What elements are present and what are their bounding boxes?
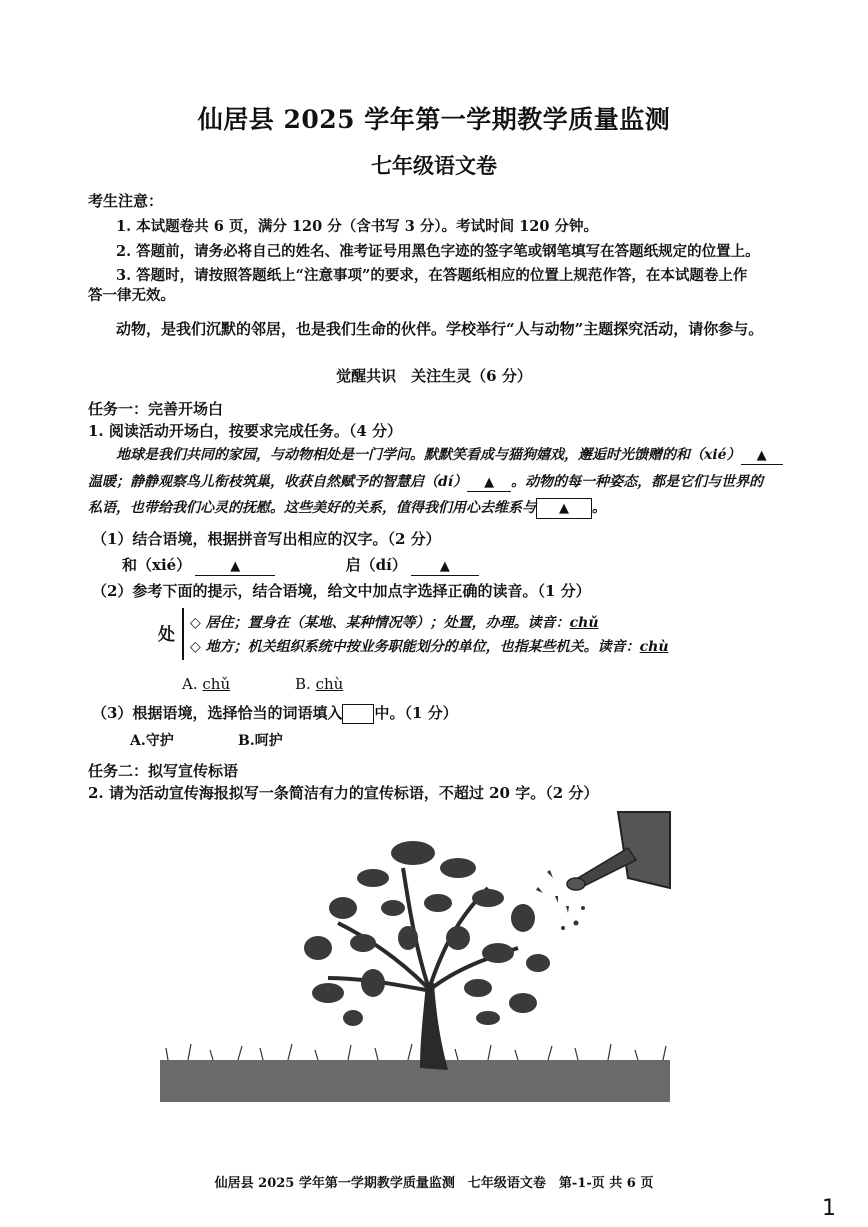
definition-bracket [182,608,184,660]
tree-of-animals-illustration [158,808,678,1108]
pinyin-answer-row: 和（xié） ▲ 启（dí） ▲ [122,554,479,576]
blank-di[interactable] [467,474,511,492]
question-2: 2. 请为活动宣传海报拟写一条简洁有力的宣传标语，不超过 20 字。（2 分） [88,784,599,802]
triangle-icon: ▲ [756,448,767,463]
notice-item-3-cont: 答一律无效。 [88,287,175,304]
sub-question-2: （2）参考下面的提示，结合语境，给文中加点字选择正确的读音。（1 分） [92,582,591,600]
task1-title: 任务一：完善开场白 [88,400,224,418]
passage-line-1: 地球是我们共同的家园，与动物相处是一门学问。默默笑看成与猫狗嬉戏，邂逅时光馈赠的和（xié） ▲ [116,444,783,465]
definition-1: ◇ 居住；置身在（某地、某种情况等）；处置，办理。读音：chǔ [190,615,599,631]
option-b[interactable]: B. chù [295,675,344,693]
watering-can-icon [567,812,670,890]
triangle-icon: ▲ [559,501,569,516]
tree-branches [328,868,518,990]
option-protect-b[interactable]: B.呵护 [238,733,283,749]
definition-2: ◇ 地方；机关组织系统中按业务职能划分的单位，也指某些机关。读音：chù [190,639,669,655]
notice-item-3: 3. 答题时，请按照答题纸上“注意事项”的要求，在答题纸相应的位置上规范作答，在本试题卷上作 [116,267,748,284]
intro-paragraph: 动物，是我们沉默的邻居，也是我们生命的伙伴。学校举行“人与动物”主题探究活动，请你参与。 [116,320,764,338]
triangle-icon: ▲ [439,559,450,574]
passage-line-3: 私语，也带给我们心灵的抚慰。这些美好的关系，值得我们用心去维系与 ▲ 。 [88,497,606,519]
exam-subtitle: 七年级语文卷 [371,153,497,178]
small-box-blank[interactable] [342,704,374,724]
grass-strip [160,1060,670,1102]
notice-heading: 考生注意： [88,192,164,210]
sub-question-1: （1）结合语境，根据拼音写出相应的汉字。（2 分） [92,530,441,548]
sub-question-3: （3）根据语境，选择恰当的词语填入 中。（1 分） [92,704,458,722]
notice-item-2: 2. 答题前，请务必将自己的姓名、准考证号用黑色字迹的签字笔或钢笔填写在答题纸规定的位置上。 [116,243,760,260]
blank-xie[interactable] [741,447,783,465]
page-number: 1 [822,1196,836,1221]
answer-blank-di[interactable] [411,557,479,576]
triangle-icon: ▲ [230,559,241,574]
section-title: 觉醒共识 关注生灵（6 分） [336,367,532,385]
polyphone-char: 处 [158,625,175,645]
passage-line-2: 温暖；静静观察鸟儿衔枝筑巢，收获自然赋予的智慧启（dí） ▲ 。动物的每一种姿态，都是它们与世界的 [88,474,764,490]
box-blank[interactable] [536,498,592,519]
question-1: 1. 阅读活动开场白，按要求完成任务。（4 分） [88,422,403,440]
grass-blades [166,1044,666,1060]
tree-trunk [420,983,448,1070]
triangle-icon: ▲ [484,475,495,490]
answer-blank-xie[interactable] [195,557,275,576]
option-protect-a[interactable]: A.守护 [130,733,174,749]
page-footer: 仙居县 2025 学年第一学期教学质量监测 七年级语文卷 第-1-页 共 6 页 [214,1176,654,1191]
option-a[interactable]: A. chǔ [182,675,231,693]
task2-title: 任务二：拟写宣传标语 [88,762,239,780]
notice-item-1: 1. 本试题卷共 6 页，满分 120 分（含书写 3 分）。考试时间 120 分钟。 [116,218,599,235]
exam-title: 仙居县 2025 学年第一学期教学质量监测 [197,105,671,134]
